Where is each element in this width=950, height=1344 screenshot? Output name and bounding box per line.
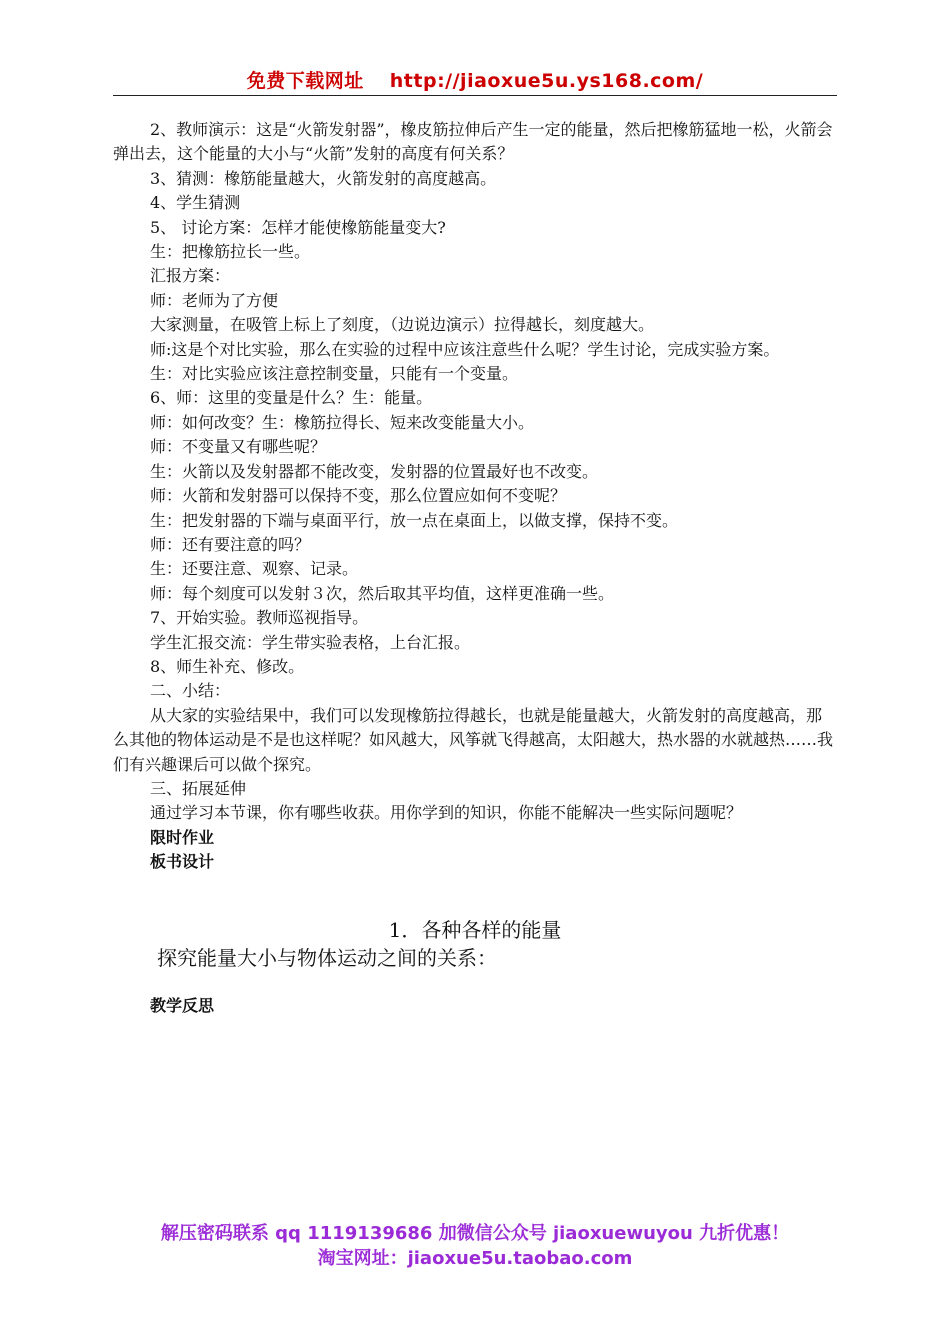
header-divider [113,95,837,96]
paragraph: 3、猜测：橡筋能量越大，火箭发射的高度越高。 [150,168,497,188]
paragraph: 师：如何改变？生：橡筋拉得长、短来改变能量大小。 [150,412,535,432]
paragraph: 师:这是个对比实验，那么在实验的过程中应该注意些什么呢？学生讨论，完成实验方案。 [150,339,780,359]
footer-contact: 解压密码联系 qq 1119139686 加微信公众号 jiaoxuewuyou 九折优惠！ [160,1223,790,1244]
paragraph: 7、开始实验。教师巡视指导。 [150,608,369,628]
paragraph: 4、学生猜测 [150,193,241,213]
reflection-heading: 教学反思 [150,996,215,1015]
paragraph: 生：对比实验应该注意控制变量，只能有一个变量。 [150,364,519,384]
section-heading-summary: 二、小结： [150,681,231,701]
paragraph: 6、师：这里的变量是什么？生：能量。 [150,388,433,408]
paragraph: 从大家的实验结果中，我们可以发现橡筋拉得越长，也就是能量越大，火箭发射的高度越高，那么其他的物体运动是不是也这样呢？如风越大，风筝就飞得越高，太阳越大，热水器的水就越热……我们有兴趣课后可以做个探究。 [113,705,834,774]
header-url-link[interactable]: http://jiaoxue5u.ys168.com/ [389,70,704,92]
board-design-heading: 板书设计 [150,852,215,872]
paragraph: 师：还有要注意的吗？ [150,534,311,554]
paragraph: 通过学习本节课，你有哪些收获。用你学到的知识，你能不能解决一些实际问题呢？ [150,803,743,823]
homework-heading: 限时作业 [150,827,215,847]
paragraph: 2、教师演示：这是“火箭发射器”，橡皮筋拉伸后产生一定的能量，然后把橡筋猛地一松，火箭会弹出去，这个能量的大小与“火箭”发射的高度有何关系？ [113,120,833,164]
paragraph: 师：火箭和发射器可以保持不变，那么位置应如何不变呢？ [150,486,567,506]
paragraph: 学生汇报交流：学生带实验表格，上台汇报。 [150,632,471,652]
paragraph: 生：还要注意、观察、记录。 [150,559,359,579]
footer-shop-link[interactable]: 淘宝网址：jiaoxue5u.taobao.com [317,1248,633,1269]
paragraph: 师：不变量又有哪些呢？ [150,437,327,457]
paragraph: 师：每个刻度可以发射３次，然后取其平均值，这样更准确一些。 [150,583,615,603]
paragraph: 汇报方案： [150,266,231,286]
paragraph: 8、师生补充、修改。 [150,656,305,676]
site-header [0,66,950,93]
lesson-body [113,118,837,875]
paragraph: 大家测量，在吸管上标上了刻度，（边说边演示）拉得越长，刻度越大。 [150,315,655,335]
board-title: 1．各种各样的能量 [388,918,562,942]
paragraph: 师：老师为了方便 [150,290,279,310]
paragraph: 生：把橡筋拉长一些。 [150,242,311,262]
section-heading-extension: 三、拓展延伸 [150,778,247,798]
header-label: 免费下载网址 [246,70,364,92]
paragraph: 生：把发射器的下端与桌面平行，放一点在桌面上，以做支撑，保持不变。 [150,510,679,530]
paragraph: 5、 讨论方案：怎样才能使橡筋能量变大? [150,217,446,237]
paragraph: 生：火箭以及发射器都不能改变，发射器的位置最好也不改变。 [150,461,599,481]
board-subtitle: 探究能量大小与物体运动之间的关系： [157,946,497,970]
